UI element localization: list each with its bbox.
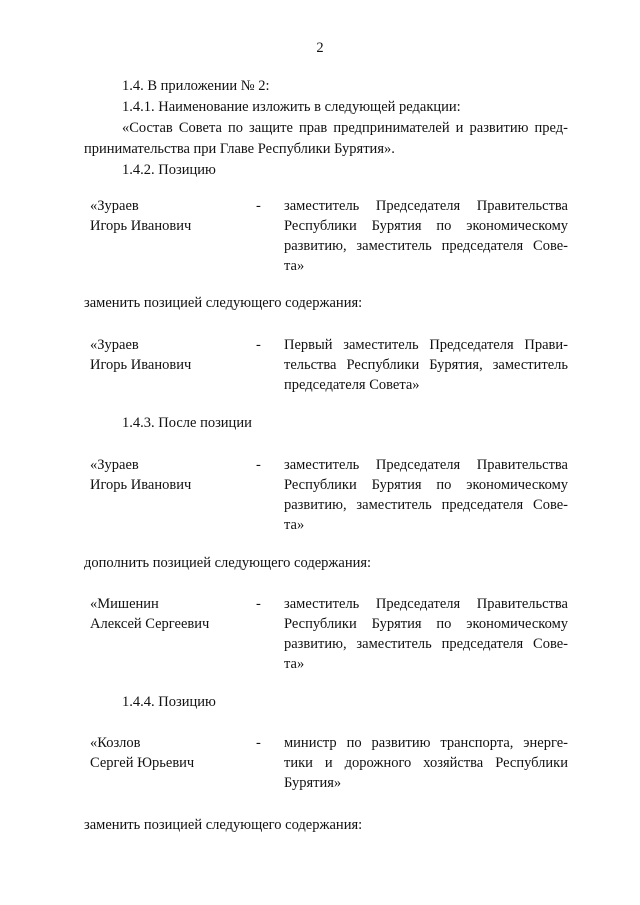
- given-names: Сергей Юрьевич: [90, 755, 195, 771]
- position-description: [284, 196, 568, 276]
- position-description: [284, 594, 568, 674]
- description-line: заместитель Председателя Правительства: [284, 198, 568, 214]
- paragraph-1-4-1: 1.4.1. Наименование изложить в следующей редакции:: [122, 99, 461, 115]
- description-line: председателя Совета»: [284, 377, 420, 393]
- dash: -: [256, 198, 261, 214]
- paragraph-1-4-2: 1.4.2. Позицию: [122, 162, 216, 178]
- description-line: та»: [284, 656, 305, 672]
- description-line: тики и дорожного хозяйства Республики: [284, 755, 568, 771]
- description-line: та»: [284, 258, 305, 274]
- position-description: [284, 335, 568, 395]
- paragraph-1-4-3: 1.4.3. После позиции: [122, 415, 252, 431]
- description-line: Республики Бурятия по экономическому: [284, 477, 568, 493]
- dash: -: [256, 457, 261, 473]
- person-name: [90, 196, 250, 236]
- description-line: тельства Республики Бурятия, заместитель: [284, 357, 568, 373]
- given-names: Алексей Сергеевич: [90, 616, 210, 632]
- position-entry: [84, 733, 568, 823]
- paragraph-replace: заменить позицией следующего содержания:: [84, 295, 363, 311]
- paragraph-add: дополнить позицией следующего содержания:: [84, 555, 372, 571]
- description-line: Республики Бурятия по экономическому: [284, 218, 568, 234]
- paragraph-1-4-4: 1.4.4. Позицию: [122, 694, 216, 710]
- person-name: [90, 594, 250, 634]
- position-entry: [84, 594, 568, 684]
- paragraph-replace-2: заменить позицией следующего содержания:: [84, 817, 363, 833]
- position-entry: [84, 335, 568, 425]
- description-line: развитию, заместитель председателя Сове-: [284, 238, 568, 254]
- given-names: Игорь Иванович: [90, 477, 192, 493]
- surname: «Козлов: [90, 735, 141, 751]
- council-title-line-2: принимательства при Главе Республики Бурятия».: [84, 141, 395, 157]
- description-line: развитию, заместитель председателя Сове-: [284, 636, 568, 652]
- person-name: [90, 733, 250, 773]
- given-names: Игорь Иванович: [90, 218, 192, 234]
- council-title-line-1: «Состав Совета по защите прав предпринимателей и развитию пред-: [122, 120, 568, 136]
- surname: «Мишенин: [90, 596, 159, 612]
- surname: «Зураев: [90, 337, 139, 353]
- dash: -: [256, 337, 261, 353]
- person-name: [90, 335, 250, 375]
- description-line: заместитель Председателя Правительства: [284, 457, 568, 473]
- description-line: заместитель Председателя Правительства: [284, 596, 568, 612]
- description-line: Первый заместитель Председателя Прави-: [284, 337, 568, 353]
- description-line: министр по развитию транспорта, энерге-: [284, 735, 568, 751]
- person-name: [90, 455, 250, 495]
- position-entry: [84, 196, 568, 286]
- page-number: 2: [316, 40, 324, 56]
- position-description: [284, 733, 568, 793]
- position-entry: [84, 455, 568, 545]
- dash: -: [256, 596, 261, 612]
- given-names: Игорь Иванович: [90, 357, 192, 373]
- position-description: [284, 455, 568, 535]
- paragraph-1-4: 1.4. В приложении № 2:: [122, 78, 270, 94]
- description-line: Республики Бурятия по экономическому: [284, 616, 568, 632]
- description-line: развитию, заместитель председателя Сове-: [284, 497, 568, 513]
- description-line: Бурятия»: [284, 775, 342, 791]
- description-line: та»: [284, 517, 305, 533]
- surname: «Зураев: [90, 457, 139, 473]
- dash: -: [256, 735, 261, 751]
- surname: «Зураев: [90, 198, 139, 214]
